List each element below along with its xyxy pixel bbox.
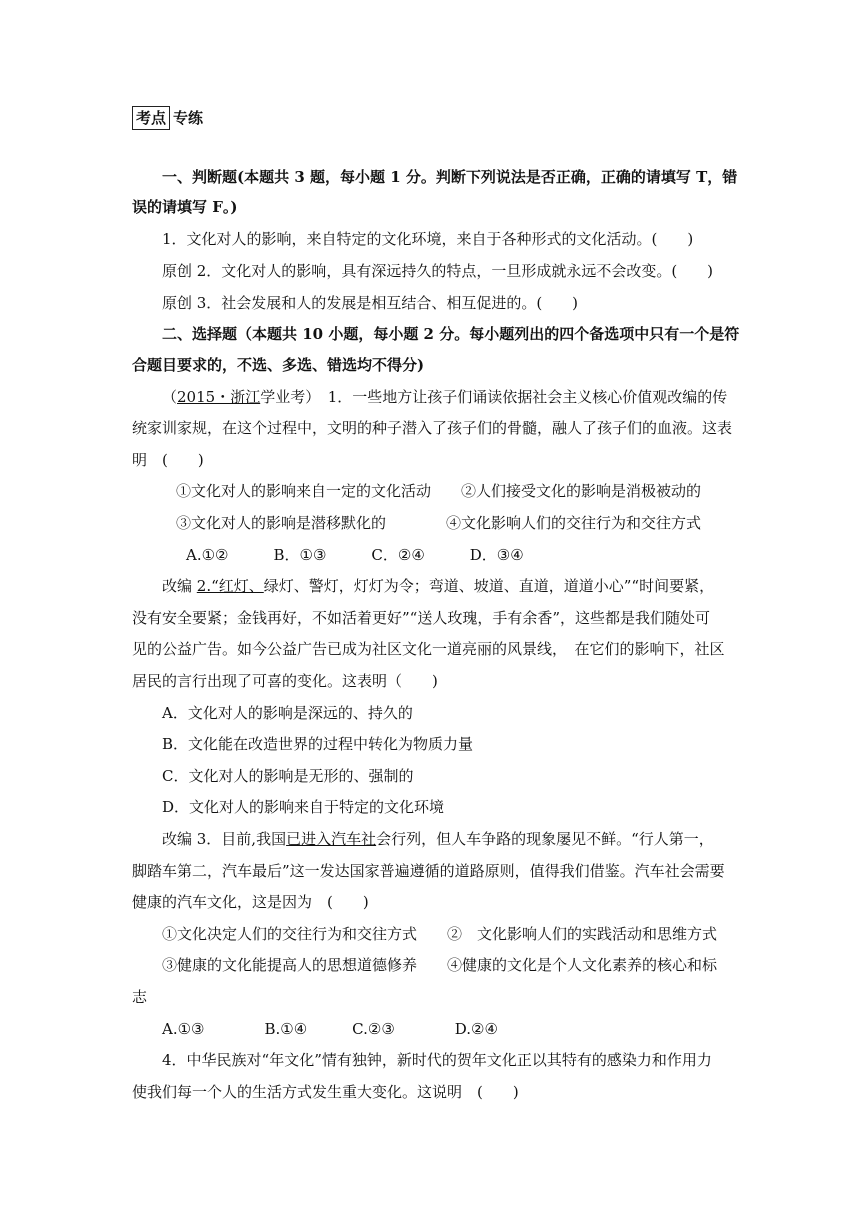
judgement-question-3: 原创 3．社会发展和人的发展是相互结合、相互促进的。( ) xyxy=(162,294,579,312)
choice-question-2-line2: 没有安全要紧；金钱再好，不如活着更好”“送人玫瑰，手有余香”，这些都是我们随处可 xyxy=(132,609,711,627)
q3-prefix: 改编 3．目前,我国 xyxy=(162,830,287,848)
choice-question-3-line1 xyxy=(162,829,714,849)
q2-underlined: 2.“红灯、 xyxy=(196,577,264,595)
q3-stem-start: 会行列，但人车争路的现象屡见不鲜。“行人第一， xyxy=(376,830,714,848)
heading-box-label: 考点 xyxy=(132,106,170,130)
choice-question-2-line3: 见的公益广告。如今公益广告已成为社区文化一道亮丽的风景线， 在它们的影响下，社区 xyxy=(132,640,725,658)
section-heading xyxy=(132,106,203,130)
choice-question-1-line1 xyxy=(162,387,727,407)
choice-question-2-line1 xyxy=(162,576,714,596)
q3-underlined: 已进入汽车社 xyxy=(286,830,377,848)
judgement-question-1: 1．文化对人的影响，来自特定的文化环境，来自于各种形式的文化活动。( ) xyxy=(162,230,694,248)
q1-source-open: （ xyxy=(162,388,178,406)
choice-question-4-line1: 4．中华民族对“年文化”情有独钟，新时代的贺年文化正以其特有的感染力和作用力 xyxy=(162,1051,712,1069)
heading-label: 专练 xyxy=(173,109,204,127)
judgement-question-2: 原创 2．文化对人的影响，具有深远持久的特点，一旦形成就永远不会改变。( ) xyxy=(162,262,714,280)
q3-answer-choices: A.①③ B.①④ C.②③ D.②④ xyxy=(162,1020,498,1038)
q2-option-b: B．文化能在改造世界的过程中转化为物质力量 xyxy=(162,735,474,753)
choice-question-3-line2: 脚踏车第二，汽车最后”这一发达国家普遍遵循的道路原则，值得我们借鉴。汽车社会需要 xyxy=(132,862,725,880)
q1-source-underlined: 2015・浙江 xyxy=(177,388,261,406)
q3-statements-row2: ③健康的文化能提高人的思想道德修养 ④健康的文化是个人文化素养的核心和标 xyxy=(162,956,718,974)
choice-question-1-line2: 统家训家规，在这个过程中，文明的种子潜入了孩子们的骨髓，融人了孩子们的血液。这表 xyxy=(132,419,733,437)
q1-stem-start: 1．一些地方让孩子们诵读依据社会主义核心价值观改编的传 xyxy=(312,388,728,406)
q1-statements-row2: ③文化对人的影响是潜移默化的 ④文化影响人们的交往行为和交往方式 xyxy=(176,514,702,532)
q3-statements-row1: ①文化决定人们的交往行为和交往方式 ② 文化影响人们的实践活动和思维方式 xyxy=(162,925,718,943)
q2-stem-start: 绿灯、警灯，灯灯为令；弯道、坡道、直道，道道小心”“时间要紧， xyxy=(263,577,715,595)
q1-statements-row1: ①文化对人的影响来自一定的文化活动 ②人们接受文化的影响是消极被动的 xyxy=(176,482,702,500)
section1-title-line2: 误的请填写 F。) xyxy=(132,198,238,216)
q2-option-d: D．文化对人的影响来自于特定的文化环境 xyxy=(162,798,445,816)
q2-prefix: 改编 xyxy=(162,577,197,595)
section1-title-line1: 一、判断题(本题共 3 题，每小题 1 分。判断下列说法是否正确，正确的请填写 T，错 xyxy=(162,168,738,186)
choice-question-2-line4: 居民的言行出现了可喜的变化。这表明（ ) xyxy=(132,672,438,690)
choice-question-3-line3: 健康的汽车文化，这是因为 ( ) xyxy=(132,893,369,911)
choice-question-1-line3: 明 ( ) xyxy=(132,451,204,469)
section2-title-line1: 二、选择题（本题共 10 小题，每小题 2 分。每小题列出的四个备选项中只有一个是符 xyxy=(162,325,740,343)
choice-question-4-line2: 使我们每一个人的生活方式发生重大变化。这说明 ( ) xyxy=(132,1083,519,1101)
q2-option-c: C．文化对人的影响是无形的、强制的 xyxy=(162,767,414,785)
q3-statements-row2-cont: 志 xyxy=(132,988,148,1006)
q2-option-a: A．文化对人的影响是深远的、持久的 xyxy=(162,704,413,722)
section2-title-line2: 合题目要求的，不选、多选、错选均不得分) xyxy=(132,356,425,374)
q1-source-close: 学业考） xyxy=(260,388,313,406)
q1-answer-choices: A.①② B．①③ C．②④ D．③④ xyxy=(186,546,524,564)
